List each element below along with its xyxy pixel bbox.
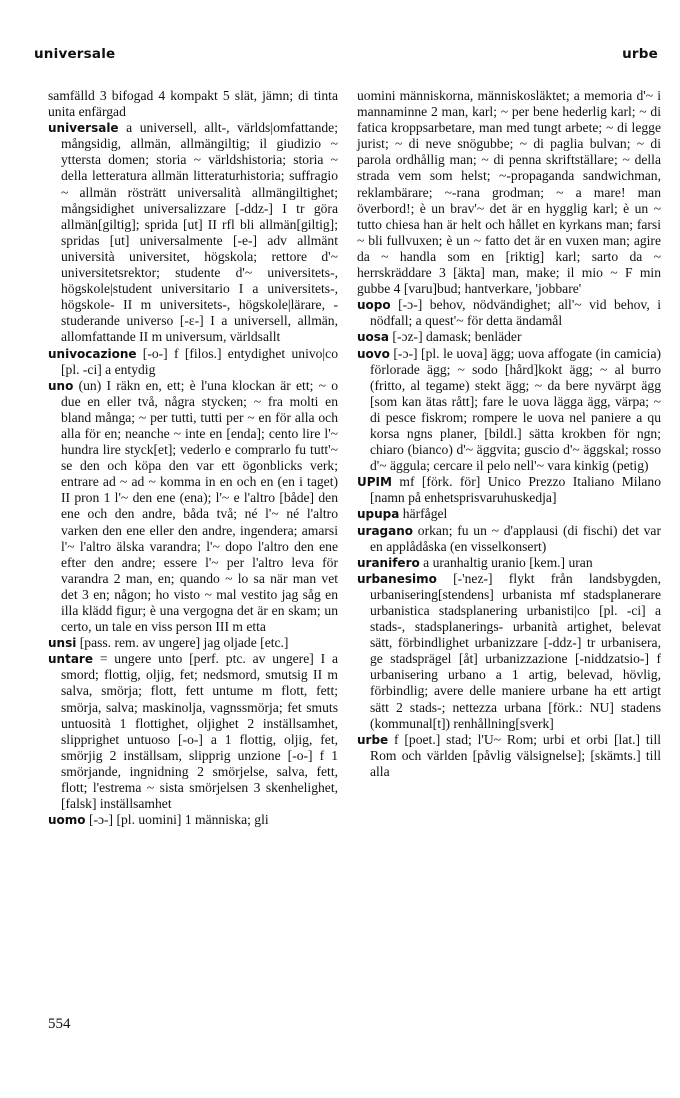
dictionary-entry bbox=[357, 297, 661, 329]
entry-definition: a universell, allt-, världs|omfattande; mångsidig, allmän, allmängiltig; il giudizio ~ yttersta domen; storia ~ världshistoria; storia ~ della letteratura allmän litteraturhistoria; suffragio ~ allmän rösträtt universalità allmängiltighet; mångsidighet universalizzare [-ddz-] I tr göra allmän[giltig]; sprida [ut] II rfl bli allmän[giltig]; spridas [ut] universalmente [-e-] adv allmänt università universitet, högskola; rettore d'~ universitetsrektor; studente d'~ universitets-, högskole|student universitario I a universitets-, högskole- II m universitets-, högskole|lärare, -studerande universo [-ɛ-] I a universell, allmän, allomfattande II m universum, världsallt bbox=[61, 120, 338, 345]
entry-headword: uosa bbox=[357, 330, 390, 345]
entry-definition: [-ɔz-] damask; benläder bbox=[389, 329, 522, 345]
dictionary-entry bbox=[48, 378, 338, 636]
entry-headword: urbanesimo bbox=[357, 571, 437, 586]
dictionary-entry bbox=[357, 346, 661, 475]
entry-definition: [-ɔ-] behov, nödvändighet; all'~ vid behov, i nödfall; a quest'~ för detta ändamål bbox=[370, 297, 661, 329]
entry-definition: [-o-] f [filos.] entydighet univo|co [pl. -ci] a entydig bbox=[61, 345, 338, 377]
dictionary-entry bbox=[357, 329, 661, 345]
dictionary-entry bbox=[357, 571, 661, 732]
entry-definition: [pass. rem. av ungere] jag oljade [etc.] bbox=[76, 635, 289, 651]
dictionary-entry bbox=[357, 88, 661, 297]
dictionary-entry bbox=[48, 346, 338, 378]
entry-definition: uomini människorna, människosläktet; a memoria d'~ i mannaminne 2 man, karl; ~ per bene hederlig karl; ~ di fatica kroppsarbetare, man med tungt arbete; ~ di legge jurist; ~ di neve snögubbe; ~ di paglia bulvan; ~ di parola ordhållig man; ~ di penna skriftställare; ~ della strada vem som helst; ~-propaganda sandwichman, reklambärare; ~-rana grodman; ~ a mare! man överbord!; è un brav'~ det är en hygglig karl; è un ~ tutto chiesa han är helt och hållet en kyrkans man; farsi ~ bli fullvuxen; è un ~ fatto det är en vuxen man; agire da ~ handla som en [riktig] karl; sarto da ~ herrskräddare 3 [äkta] man, make; il mio ~ F min gubbe 4 [varu]bud; hantverkare, 'jobbare' bbox=[357, 88, 661, 297]
entry-definition: [-ɔ-] [pl. uomini] 1 människa; gli bbox=[85, 812, 269, 828]
entry-definition: [-ɔ-] [pl. le uova] ägg; uova affogate (in camicia) förlorade ägg; ~ sodo [hård]kokt ägg; ~ al burro (fritto, al tegame) stekt ägg; ~ da bere nyvärpt ägg [som kan ätas rått]; fare le uova lägga ägg, värpa; ~ di pesce fiskrom; rompere le uova nel paniere a qu korsa ngns planer, [bildl.] sätta krokben för ngn; chiaro (bianco) d'~ äggvita; guscio d'~ äggskal; rosso d'~ äggula; cercare il pelo nell'~ vara kinkig (petig) bbox=[370, 345, 661, 474]
dictionary-entry bbox=[357, 555, 661, 571]
entry-headword: uomo bbox=[48, 813, 86, 828]
entry-definition: = ungere unto [perf. ptc. av ungere] I a smord; flottig, oljig, fet; nedsmord, smutsig II m salva, smörja; flott, fett untume m flott, fett; smörja, salva; maskinolja, vagnssmörja; fet smuts untuosità 1 flottighet, oljighet 2 inställsamhet, slipprighet untuoso [-o-] a 1 flottig, oljig, fet, smörjig 2 inställsam, slipprig unzione [-o-] f 1 smörjande, ingnidning 2 smörjelse, salva, fett, flott; l'estrema ~ sista smörjelsen 3 skenhelighet, [falsk] inställsamhet bbox=[61, 651, 338, 812]
entry-definition: härfågel bbox=[399, 506, 448, 522]
running-head-left: universale bbox=[34, 46, 116, 62]
entry-headword: uno bbox=[48, 378, 74, 393]
entry-headword: uragano bbox=[357, 523, 414, 538]
entry-definition: a uranhaltig uranio [kem.] uran bbox=[419, 554, 593, 570]
dictionary-entry bbox=[48, 812, 338, 828]
entry-headword: upupa bbox=[357, 507, 400, 522]
entry-headword: uranifero bbox=[357, 555, 420, 570]
entry-definition: orkan; fu un ~ d'applausi (di fischi) det var en applådåska (en visselkonsert) bbox=[370, 522, 661, 554]
dictionary-entry bbox=[48, 88, 338, 120]
dictionary-entry bbox=[357, 732, 661, 780]
entry-definition: (un) I räkn en, ett; è l'una klockan är ett; ~ o due en eller två, några stycken; ~ fra molti en bland många; ~ per tutti, tutti per ~ en för alla och alla för en; neanche ~ inte en [enda]; cento lire l'~ hundra lire styck[et]; vederlo e comprarlo fu tutt'~ se den och köpa den var ett ögonblicks verk; entrare ad ~ ad ~ komma in en och en (en i taget) II pron 1 l'~ den ene (ena); l'~ e l'altro [både] den ene och den andre, båda två; né l'~ né l'altro varken den ene eller den andre, ingendera; amarsi l'~ l'altro älska varandra; l'~ dopo l'altro den ene efter den andre; essere l'~ per l'altro leva för varandra 2 man, en; quando ~ lo sa när man vet det 3 en; någon; ho visto ~ mal vestito jag såg en illa klädd figur; è una vergogna det är en skam; un certo, un tale en viss person III m etta bbox=[61, 377, 338, 635]
dictionary-entry bbox=[357, 506, 661, 522]
right-column bbox=[357, 88, 661, 780]
entry-definition: mf [förk. för] Unico Prezzo Italiano Milano [namn på enhetsprisvaruhuskedja] bbox=[370, 474, 661, 506]
dictionary-entry bbox=[357, 474, 661, 506]
dictionary-entry bbox=[48, 635, 338, 651]
dictionary-entry bbox=[48, 651, 338, 812]
running-head-right: urbe bbox=[622, 46, 658, 62]
entry-headword: uovo bbox=[357, 346, 390, 361]
left-column bbox=[48, 88, 338, 828]
entry-headword: untare bbox=[48, 652, 93, 667]
entry-headword: UPIM bbox=[357, 475, 392, 490]
page-number: 554 bbox=[48, 1016, 71, 1032]
entry-headword: unsi bbox=[48, 636, 77, 651]
entry-headword: urbe bbox=[357, 732, 389, 747]
entry-headword: universale bbox=[48, 121, 119, 136]
entry-headword: uopo bbox=[357, 298, 391, 313]
dictionary-entry bbox=[357, 523, 661, 555]
entry-definition: f [poet.] stad; l'U~ Rom; urbi et orbi [lat.] till Rom och världen [påvlig välsignelse]; [skämts.] till alla bbox=[370, 731, 661, 779]
dictionary-entry bbox=[48, 120, 338, 345]
entry-definition: samfälld 3 bifogad 4 kompakt 5 slät, jämn; di tinta unita enfärgad bbox=[48, 88, 338, 120]
entry-definition: [-'nez-] flykt från landsbygden, urbanisering[stendens] urbanista mf stadsplanerare urbanistica stadsplanering urbanisti|co [pl. -ci] a stads-, stadsplanerings- urbanità artighet, belevat sätt, förbindlighet urbanizzare [-ddz-] tr urbanisera, ge stadsprägel [åt] urbanizzazione [-niddzatsio-] f urbanisering urbano a 1 artig, belevad, hövlig, förbindlig; avere delle maniere urbane ha ett artigt sätt 2 stads-; nettezza urbana [förk.: NU] stadens (kommunal[t]) renhållning[sverk] bbox=[370, 570, 661, 731]
entry-headword: univocazione bbox=[48, 346, 137, 361]
